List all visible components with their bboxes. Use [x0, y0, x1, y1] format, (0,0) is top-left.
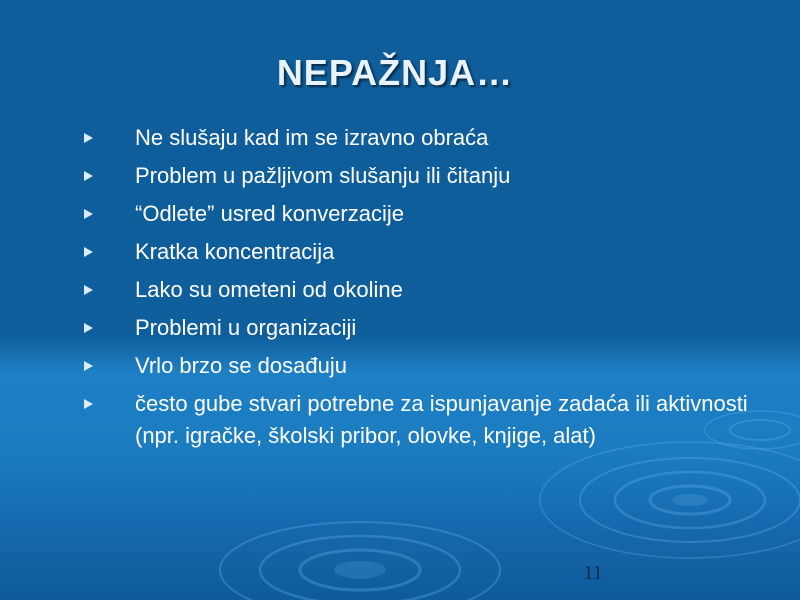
bullet-text: Lako su ometeni od okoline: [135, 277, 403, 302]
list-item: [82, 122, 772, 154]
triangle-bullet-icon: [84, 285, 93, 295]
bullet-text: Kratka koncentracija: [135, 239, 335, 264]
bullet-text: Problemi u organizaciji: [135, 315, 357, 340]
triangle-bullet-icon: [84, 247, 93, 257]
bullet-text: Vrlo brzo se dosađuju: [135, 353, 347, 378]
list-item: [82, 236, 772, 268]
triangle-bullet-icon: [84, 209, 93, 219]
triangle-bullet-icon: [84, 133, 93, 143]
triangle-bullet-icon: [84, 399, 93, 409]
triangle-bullet-icon: [84, 323, 93, 333]
bullet-text: Ne slušaju kad im se izravno obraća: [135, 125, 489, 150]
triangle-bullet-icon: [84, 361, 93, 371]
triangle-bullet-icon: [84, 171, 93, 181]
bullet-list: [82, 122, 772, 458]
list-item: [82, 312, 772, 344]
page-title: NEPAŽNJA…: [276, 52, 514, 93]
list-item: [82, 274, 772, 306]
list-item: [82, 160, 772, 192]
list-item: [82, 350, 772, 382]
bullet-text: “Odlete” usred konverzacije: [135, 201, 405, 226]
bullet-text: često gube stvari potrebne za ispunjavanje zadaća ili aktivnosti (npr. igračke, školski pribor, olovke, knjige, alat): [135, 391, 748, 448]
list-item: [82, 198, 772, 230]
slide-number: 11: [583, 562, 603, 584]
bullet-text: Problem u pažljivom slušanju ili čitanju: [135, 163, 511, 188]
list-item: [82, 388, 772, 452]
